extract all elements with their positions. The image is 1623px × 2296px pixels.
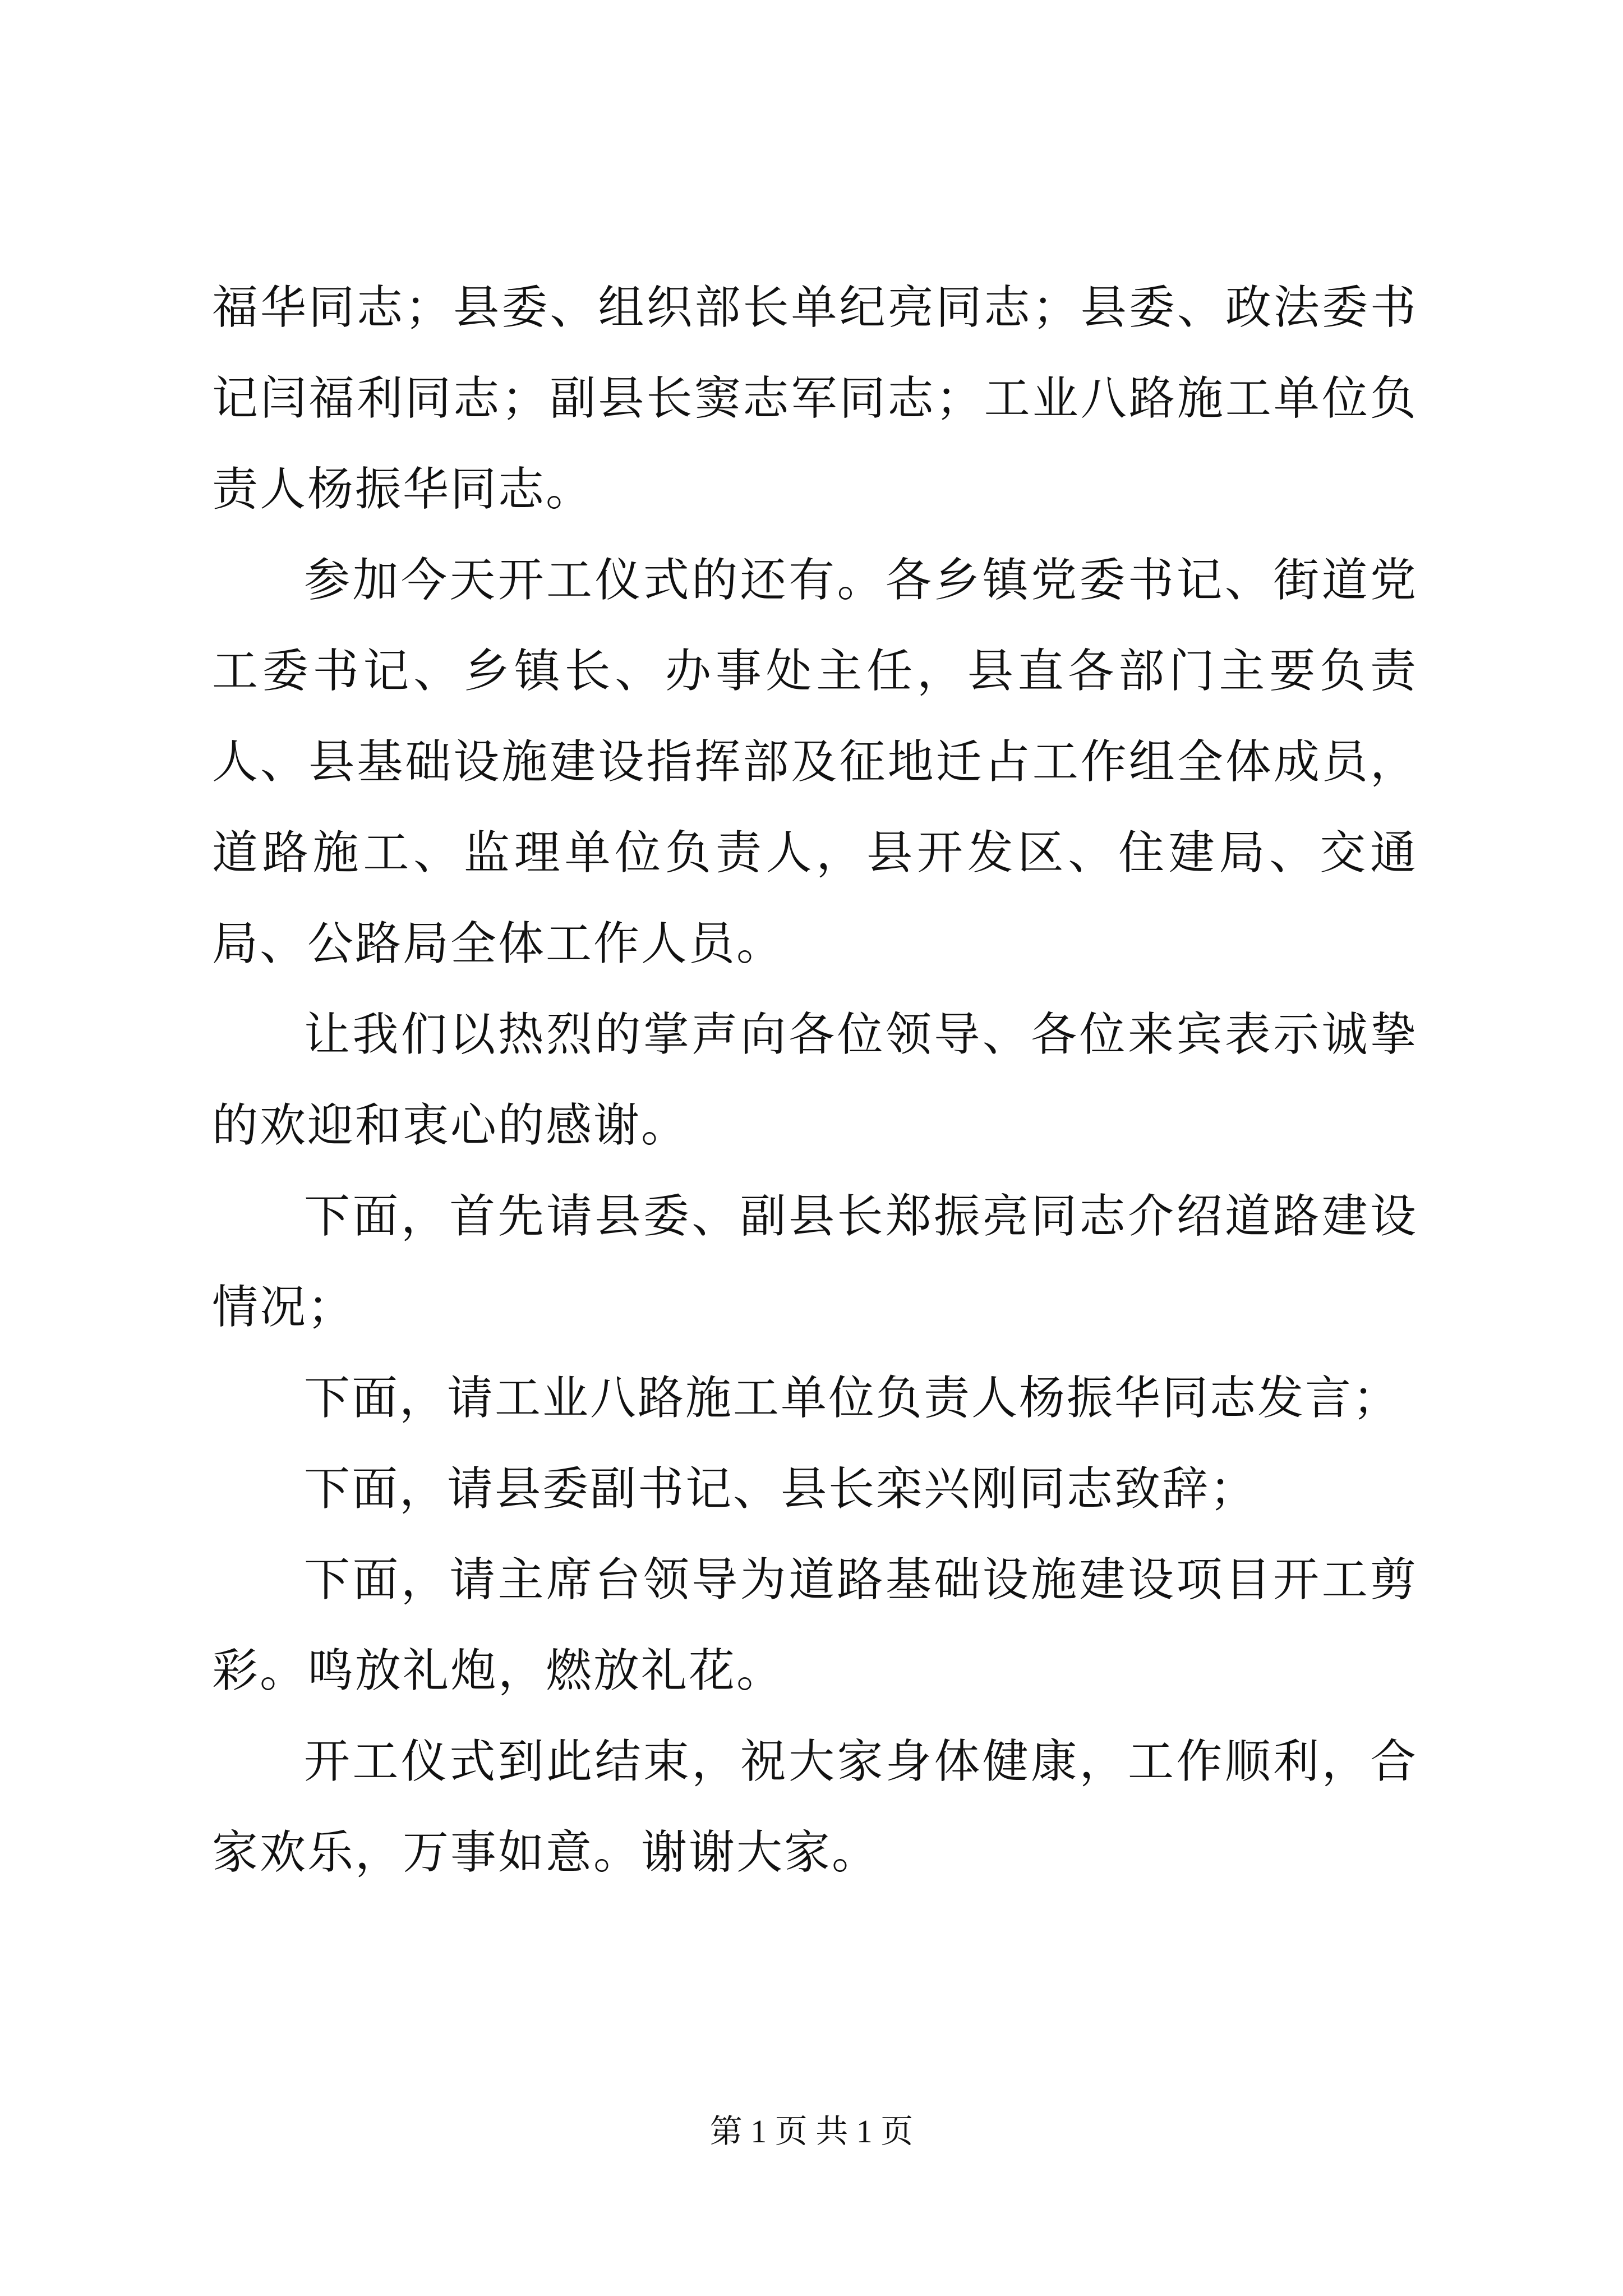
- paragraph-welcome: 让我们以热烈的掌声向各位领导、各位来宾表示诚挚的欢迎和衷心的感谢。: [212, 1008, 1418, 1152]
- paragraph-agenda-2: 下面，请工业八路施工单位负责人杨振华同志发言；: [304, 1372, 1401, 1425]
- paragraph-attendees-continued: 福华同志；县委、组织部长单纪亮同志；县委、政法委书记闫福利同志；副县长窦志军同志；工业八路施工单位负责人杨振华同志。: [212, 281, 1418, 516]
- paragraph-agenda-1: 下面，首先请县委、副县长郑振亮同志介绍道路建设情况；: [212, 1190, 1418, 1334]
- paragraph-closing: 开工仪式到此结束，祝大家身体健康，工作顺利，合家欢乐，万事如意。谢谢大家。: [212, 1735, 1418, 1879]
- page-number-footer: 第 1 页 共 1 页: [709, 2113, 914, 2150]
- paragraph-agenda-3: 下面，请县委副书记、县长栾兴刚同志致辞；: [304, 1462, 1258, 1516]
- paragraph-other-attendees: 参加今天开工仪式的还有。各乡镇党委书记、街道党工委书记、乡镇长、办事处主任，县直各部门主要负责人、县基础设施建设指挥部及征地迁占工作组全体成员，道路施工、监理单位负责人，县开发区、住建局、交通局、公路局全体工作人员。: [212, 554, 1418, 970]
- document-body: [212, 263, 1418, 1898]
- paragraph-agenda-4: 下面，请主席台领导为道路基础设施建设项目开工剪彩。鸣放礼炮，燃放礼花。: [212, 1553, 1418, 1697]
